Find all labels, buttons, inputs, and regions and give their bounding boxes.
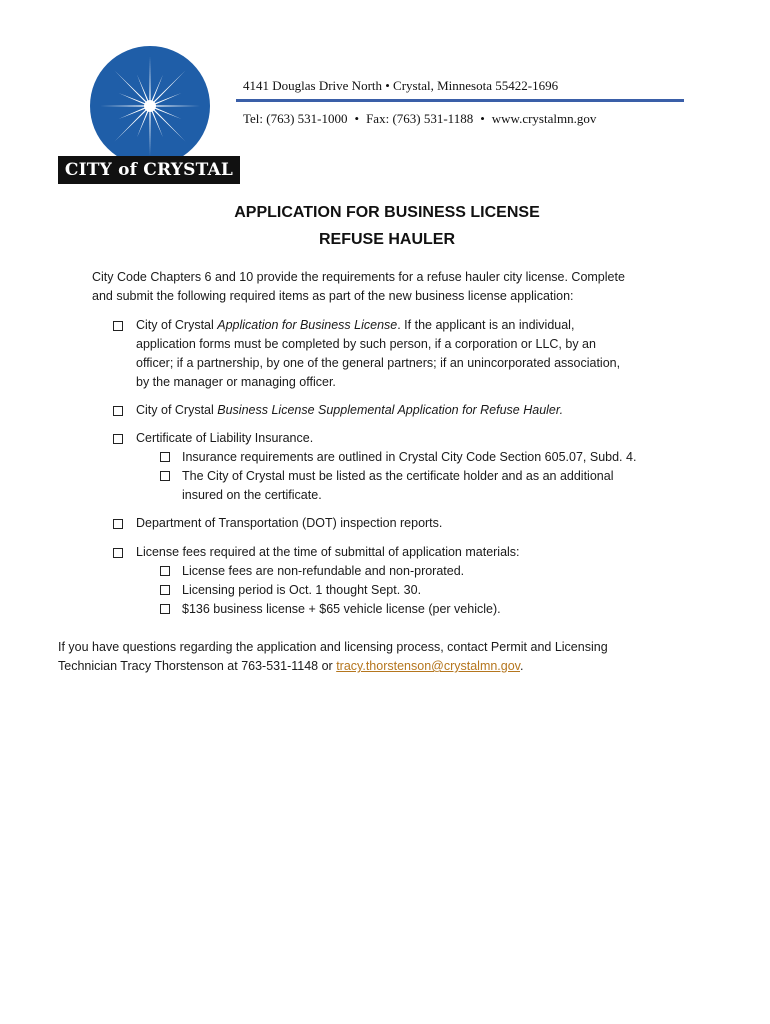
item-supplemental-application xyxy=(136,401,563,420)
checkbox-fee-amounts[interactable] xyxy=(160,604,170,614)
item-text: City of Crystal xyxy=(136,318,218,332)
email-link[interactable]: tracy.thorstenson@crystalmn.gov xyxy=(336,659,521,673)
subitem-fee-amounts: $136 business license + $65 vehicle license (per vehicle). xyxy=(182,602,501,616)
address-line: 4141 Douglas Drive North • Crystal, Minnesota 55422-1696 xyxy=(243,78,559,93)
intro-line-2: and submit the following required items as part of the new business license application: xyxy=(92,289,574,303)
subitem-licensing-period: Licensing period is Oct. 1 thought Sept. 30. xyxy=(182,583,422,597)
checkbox-liability-insurance[interactable] xyxy=(113,434,123,444)
contact-line xyxy=(243,111,596,127)
fax-number: Fax: (763) 531-1188 xyxy=(366,111,474,126)
item-license-fees: License fees required at the time of submittal of application materials: xyxy=(136,545,520,559)
subitem-continuation: insured on the certificate. xyxy=(182,488,322,502)
website-text: www.crystalmn.gov xyxy=(491,111,597,126)
separator: • xyxy=(354,111,360,126)
item-form-name: Business License Supplemental Application for Refuse Hauler. xyxy=(217,403,564,417)
city-logo xyxy=(58,44,240,184)
checkbox-insurance-requirements[interactable] xyxy=(160,452,170,462)
item-text: . If the applicant is an individual, xyxy=(397,318,575,332)
item-dot-reports: Department of Transportation (DOT) inspection reports. xyxy=(136,516,443,530)
header-divider xyxy=(236,99,684,102)
item-continuation: application forms must be completed by such person, if a corporation or LLC, by an xyxy=(136,337,596,351)
subitem-certificate-holder: The City of Crystal must be listed as the certificate holder and as an additional xyxy=(182,469,614,483)
checkbox-non-refundable[interactable] xyxy=(160,566,170,576)
phone-number: Tel: (763) 531-1000 xyxy=(243,111,348,126)
checkbox-supplemental-application[interactable] xyxy=(113,406,123,416)
checkbox-dot-reports[interactable] xyxy=(113,519,123,529)
checkbox-licensing-period[interactable] xyxy=(160,585,170,595)
document-title: APPLICATION FOR BUSINESS LICENSE xyxy=(234,204,540,221)
subitem-non-refundable: License fees are non-refundable and non-prorated. xyxy=(182,564,465,578)
checkbox-certificate-holder[interactable] xyxy=(160,471,170,481)
item-form-name: Application for Business License xyxy=(217,318,398,332)
item-continuation: officer; if a partnership, by one of the general partners; if an unincorporated association, xyxy=(136,356,621,370)
item-continuation: by the manager or managing officer. xyxy=(136,375,336,389)
item-text: City of Crystal xyxy=(136,403,218,417)
item-liability-insurance: Certificate of Liability Insurance. xyxy=(136,431,314,445)
contact-paragraph-line-1: If you have questions regarding the application and licensing process, contact Permit and Licensing xyxy=(58,640,608,654)
checkbox-license-fees[interactable] xyxy=(113,548,123,558)
item-application-form xyxy=(136,316,574,335)
subitem-insurance-requirements: Insurance requirements are outlined in Crystal City Code Section 605.07, Subd. 4. xyxy=(182,450,637,464)
contact-text: . xyxy=(520,659,524,673)
logo-wordmark: CITY of CRYSTAL xyxy=(58,156,240,184)
contact-text: Technician Tracy Thorstenson at 763-531-1148 or xyxy=(58,659,337,673)
intro-line-1: City Code Chapters 6 and 10 provide the requirements for a refuse hauler city license. Complete xyxy=(92,270,625,284)
separator: • xyxy=(480,111,485,126)
document-subtitle: REFUSE HAULER xyxy=(318,231,455,248)
checkbox-application-form[interactable] xyxy=(113,321,123,331)
contact-paragraph-line-2 xyxy=(58,657,524,676)
